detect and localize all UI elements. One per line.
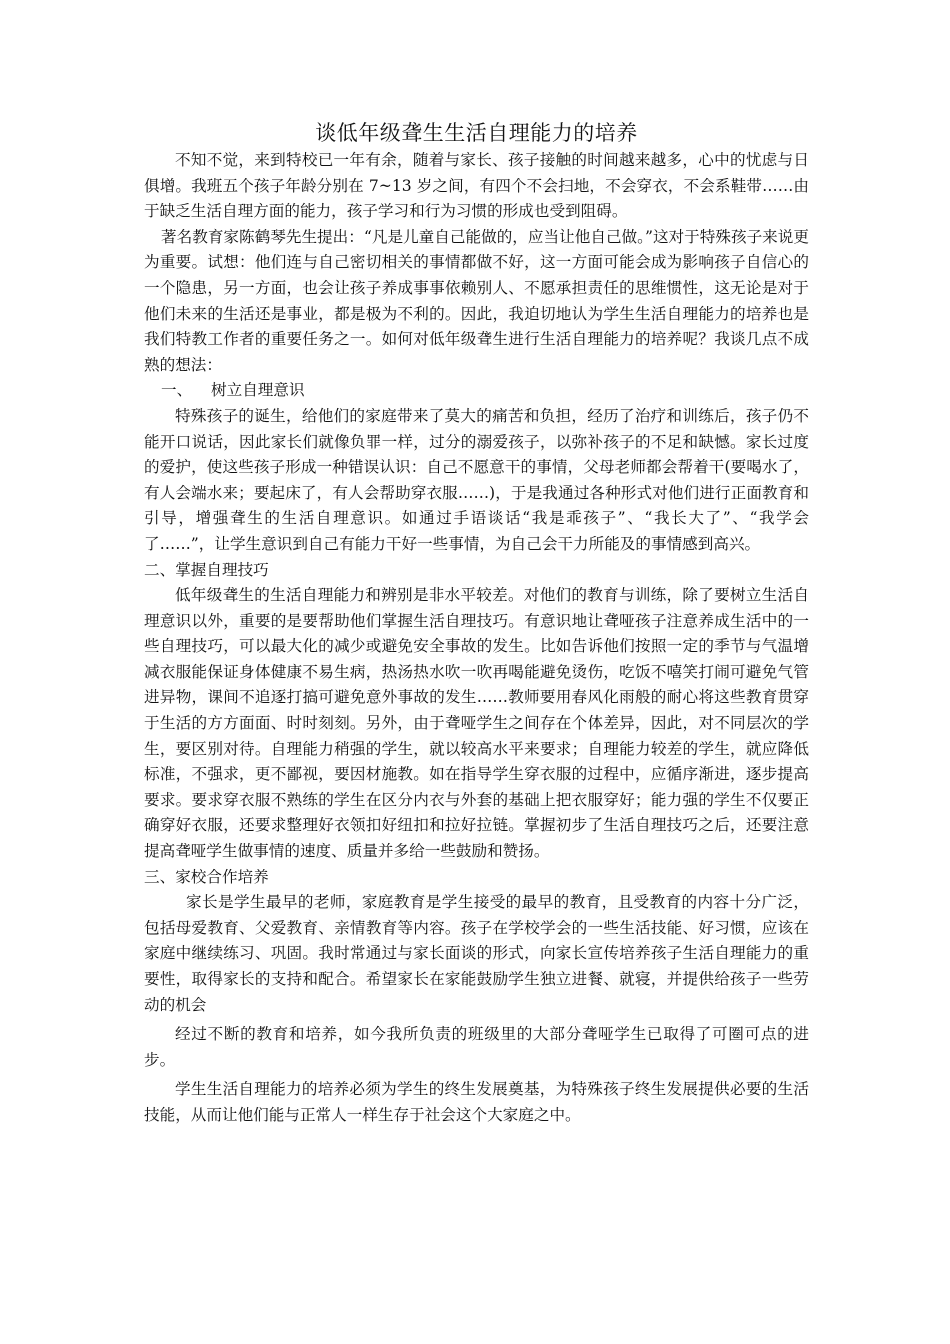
section-3-heading: 三、家校合作培养: [144, 867, 269, 886]
closing-paragraph-1: 经过不断的教育和培养，如今我所负责的班级里的大部分聋哑学生已取得了可圈可点的进步。: [144, 1025, 809, 1069]
section-2-heading: 二、掌握自理技巧: [144, 560, 269, 579]
section-1-title: 树立自理意识: [211, 381, 305, 400]
section-1-heading: [144, 378, 809, 404]
section-1-paragraph: 特殊孩子的诞生，给他们的家庭带来了莫大的痛苦和负担，经历了治疗和训练后，孩子仍不能开口说话，因此家长们就像负罪一样，过分的溺爱孩子，以弥补孩子的不足和缺憾。家长过度的爱护，使这些孩子形成一种错误认识：自己不愿意干的事情，父母老师都会帮着干(要喝水了，有人会端水来；要起床了，有人会帮助穿衣服……)，于是我通过各种形式对他们进行正面教育和引导，增强聋生的生活自理意识。如通过手语谈话“我是乖孩子”、“我长大了”、“我学会了……”，让学生意识到自己有能力干好一些事情，为自己会干力所能及的事情感到高兴。: [144, 406, 809, 553]
intro-paragraph-1: 不知不觉，来到特校已一年有余，随着与家长、孩子接触的时间越来越多，心中的忧虑与日俱增。我班五个孩子年龄分别在 7~13 岁之间，有四个不会扫地，不会穿衣，不会系鞋带……由于缺乏生活自理方面的能力，孩子学习和行为习惯的形成也受到阻碍。: [144, 151, 809, 221]
section-1-number: 一、: [161, 381, 193, 400]
intro-paragraph-2: 著名教育家陈鹤琴先生提出：“凡是儿童自己能做的，应当让他自己做。”这对于特殊孩子来说更为重要。试想：他们连与自己密切相关的事情都做不好，这一方面可能会成为影响孩子自信心的一个隐患，另一方面，也会让孩子养成事事依赖别人、不愿承担责任的思维惯性，这无论是对于他们未来的生活还是事业，都是极为不利的。因此，我迫切地认为学生生活自理能力的培养也是我们特教工作者的重要任务之一。如何对低年级聋生进行生活自理能力的培养呢？我谈几点不成熟的想法：: [144, 227, 809, 374]
document-page: [144, 118, 809, 1129]
closing-paragraph-2: 学生生活自理能力的培养必须为学生的终生发展奠基，为特殊孩子终生发展提供必要的生活技能，从而让他们能与正常人一样生存于社会这个大家庭之中。: [144, 1080, 809, 1124]
section-3-paragraph: 家长是学生最早的老师，家庭教育是学生接受的最早的教育，且受教育的内容十分广泛，包括母爱教育、父爱教育、亲情教育等内容。孩子在学校学会的一些生活技能、好习惯，应该在家庭中继续练习、巩固。我时常通过与家长面谈的形式，向家长宣传培养孩子生活自理能力的重要性，取得家长的支持和配合。希望家长在家能鼓励学生独立进餐、就寝，并提供给孩子一些劳动的机会: [144, 893, 809, 1014]
section-2-paragraph: 低年级聋生的生活自理能力和辨别是非水平较差。对他们的教育与训练，除了要树立生活自理意识以外，重要的是要帮助他们掌握生活自理技巧。有意识地让聋哑孩子注意养成生活中的一些自理技巧，可以最大化的减少或避免安全事故的发生。比如告诉他们按照一定的季节与气温增减衣服能保证身体健康不易生病，热汤热水吹一吹再喝能避免烫伤，吃饭不嘻笑打闹可避免气管进异物，课间不追逐打搞可避免意外事故的发生……教师要用春风化雨般的耐心将这些教育贯穿于生活的方方面面、时时刻刻。另外，由于聋哑学生之间存在个体差异，因此，对不同层次的学生，要区别对待。自理能力稍强的学生，就以较高水平来要求；自理能力较差的学生，就应降低标准，不强求，更不鄙视，要因材施教。如在指导学生穿衣服的过程中，应循序渐进，逐步提高要求。要求穿衣服不熟练的学生在区分内衣与外套的基础上把衣服穿好；能力强的学生不仅要正确穿好衣服，还要求整理好衣领扣好纽扣和拉好拉链。掌握初步了生活自理技巧之后，还要注意提高聋哑学生做事情的速度、质量并多给一些鼓励和赞扬。: [144, 586, 809, 861]
document-title: 谈低年级聋生生活自理能力的培养: [315, 121, 638, 145]
